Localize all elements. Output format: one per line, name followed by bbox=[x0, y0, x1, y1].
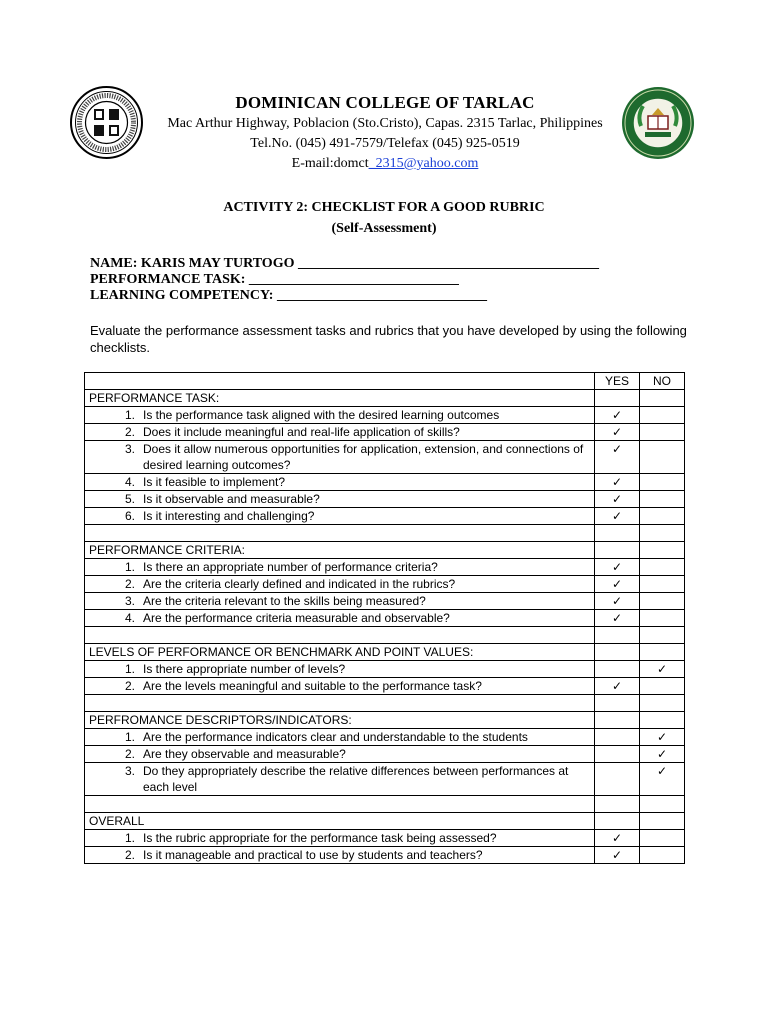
checklist-item-row bbox=[85, 424, 685, 441]
checklist-question-cell bbox=[85, 830, 595, 847]
no-cell bbox=[640, 576, 685, 593]
checkmark-icon: ✓ bbox=[656, 747, 668, 761]
item-question: Are the criteria clearly defined and indicated in the rubrics? bbox=[143, 577, 456, 591]
yes-cell bbox=[595, 627, 640, 644]
checklist-question-cell bbox=[85, 847, 595, 864]
college-email bbox=[140, 154, 630, 174]
blank-spacer-row bbox=[85, 796, 685, 813]
item-question: Is it interesting and challenging? bbox=[143, 509, 315, 523]
no-cell bbox=[640, 610, 685, 627]
item-question: Does it allow numerous opportunities for application, extension, and connections of desired learning outcomes? bbox=[143, 442, 584, 472]
item-number: 1. bbox=[124, 560, 135, 574]
no-cell bbox=[640, 695, 685, 712]
section-title: PERFORMANCE CRITERIA: bbox=[85, 542, 595, 559]
item-question: Are they observable and measurable? bbox=[143, 747, 346, 761]
no-cell bbox=[640, 559, 685, 576]
blank-spacer-row bbox=[85, 695, 685, 712]
section-header-row bbox=[85, 390, 685, 407]
checkmark-icon: ✓ bbox=[611, 509, 623, 523]
section-title: OVERALL bbox=[85, 813, 595, 830]
column-header-yes: YES bbox=[595, 373, 640, 390]
checklist-item bbox=[89, 474, 590, 490]
checklist-item-row bbox=[85, 559, 685, 576]
no-cell bbox=[640, 763, 685, 796]
checklist-item-row bbox=[85, 678, 685, 695]
checkmark-icon: ✓ bbox=[611, 492, 623, 506]
checklist-item-row bbox=[85, 847, 685, 864]
checklist-item-row bbox=[85, 746, 685, 763]
yes-cell bbox=[595, 390, 640, 407]
checklist-item bbox=[89, 424, 590, 440]
checklist-item-row bbox=[85, 576, 685, 593]
checklist-item bbox=[89, 508, 590, 524]
item-question: Do they appropriately describe the relative differences between performances at each level bbox=[143, 764, 569, 794]
checklist-question-cell bbox=[85, 593, 595, 610]
checklist-question-cell bbox=[85, 508, 595, 525]
item-number: 1. bbox=[124, 831, 135, 845]
item-number: 2. bbox=[124, 425, 135, 439]
section-title: PERFROMANCE DESCRIPTORS/INDICATORS: bbox=[85, 712, 595, 729]
yes-cell bbox=[595, 746, 640, 763]
checklist-item bbox=[89, 729, 590, 745]
item-number: 1. bbox=[124, 408, 135, 422]
section-title: PERFORMANCE TASK: bbox=[85, 390, 595, 407]
yes-cell bbox=[595, 661, 640, 678]
checkmark-icon: ✓ bbox=[611, 425, 623, 439]
yes-cell bbox=[595, 407, 640, 424]
college-seal-logo bbox=[70, 86, 143, 159]
yes-cell bbox=[595, 729, 640, 746]
checklist-question-cell bbox=[85, 729, 595, 746]
student-info-fields bbox=[90, 256, 599, 304]
item-question: Is the rubric appropriate for the performance task being assessed? bbox=[143, 831, 497, 845]
email-prefix: E-mail:domct bbox=[291, 156, 369, 171]
checklist-item-row bbox=[85, 441, 685, 474]
checkmark-icon: ✓ bbox=[611, 408, 623, 422]
checklist-item bbox=[89, 746, 590, 762]
checklist-question-cell bbox=[85, 661, 595, 678]
item-question: Are the criteria relevant to the skills being measured? bbox=[143, 594, 426, 608]
section-title: LEVELS OF PERFORMANCE OR BENCHMARK AND POINT VALUES: bbox=[85, 644, 595, 661]
yes-cell bbox=[595, 474, 640, 491]
yes-cell bbox=[595, 593, 640, 610]
no-cell bbox=[640, 407, 685, 424]
checkmark-icon: ✓ bbox=[611, 611, 623, 625]
no-cell bbox=[640, 542, 685, 559]
no-cell bbox=[640, 424, 685, 441]
checkmark-icon: ✓ bbox=[611, 594, 623, 608]
yes-cell bbox=[595, 813, 640, 830]
no-cell bbox=[640, 746, 685, 763]
checklist-question-cell bbox=[85, 424, 595, 441]
item-number: 1. bbox=[124, 730, 135, 744]
yes-cell bbox=[595, 508, 640, 525]
checklist-question-cell bbox=[85, 559, 595, 576]
item-question: Are the levels meaningful and suitable to the performance task? bbox=[143, 679, 482, 693]
item-number: 5. bbox=[124, 492, 135, 506]
email-link[interactable]: _2315@yahoo.com bbox=[368, 156, 479, 171]
checkmark-icon: ✓ bbox=[611, 577, 623, 591]
yes-cell bbox=[595, 830, 640, 847]
college-of-education-seal-logo bbox=[621, 86, 695, 160]
yes-cell bbox=[595, 695, 640, 712]
yes-cell bbox=[595, 491, 640, 508]
college-telephone: Tel.No. (045) 491-7579/Telefax (045) 925-0519 bbox=[250, 136, 520, 151]
no-cell bbox=[640, 441, 685, 474]
checklist-question-cell bbox=[85, 474, 595, 491]
no-cell bbox=[640, 813, 685, 830]
checklist-question-cell bbox=[85, 610, 595, 627]
checklist-question-cell bbox=[85, 746, 595, 763]
checkmark-icon: ✓ bbox=[656, 730, 668, 744]
no-cell bbox=[640, 796, 685, 813]
no-cell bbox=[640, 627, 685, 644]
checkmark-icon: ✓ bbox=[656, 662, 668, 676]
no-cell bbox=[640, 847, 685, 864]
no-cell bbox=[640, 525, 685, 542]
checklist-question-cell bbox=[85, 407, 595, 424]
checkmark-icon: ✓ bbox=[656, 764, 668, 778]
name-field: NAME: KARIS MAY TURTOGO ___________________________________________ bbox=[90, 256, 599, 271]
section-header-row bbox=[85, 813, 685, 830]
checklist-item bbox=[89, 576, 590, 592]
item-question: Is it observable and measurable? bbox=[143, 492, 320, 506]
item-question: Does it include meaningful and real-life application of skills? bbox=[143, 425, 460, 439]
checklist-question-cell bbox=[85, 441, 595, 474]
checklist-question-cell bbox=[85, 576, 595, 593]
item-number: 3. bbox=[124, 764, 135, 778]
checklist-item bbox=[89, 678, 590, 694]
checklist-item bbox=[89, 763, 590, 795]
item-number: 2. bbox=[124, 848, 135, 862]
checkmark-icon: ✓ bbox=[611, 560, 623, 574]
blank-cell bbox=[85, 796, 595, 813]
yes-cell bbox=[595, 763, 640, 796]
checkmark-icon: ✓ bbox=[611, 475, 623, 489]
table-header-row bbox=[85, 373, 685, 390]
item-number: 2. bbox=[124, 679, 135, 693]
header-blank-cell bbox=[85, 373, 595, 390]
item-question: Are the performance criteria measurable and observable? bbox=[143, 611, 450, 625]
no-cell bbox=[640, 661, 685, 678]
checkmark-icon: ✓ bbox=[611, 848, 623, 862]
activity-subtitle: (Self-Assessment) bbox=[331, 221, 437, 236]
checklist-item bbox=[89, 407, 590, 423]
checklist-item bbox=[89, 830, 590, 846]
college-name: DOMINICAN COLLEGE OF TARLAC bbox=[235, 93, 535, 112]
no-cell bbox=[640, 830, 685, 847]
activity-title: ACTIVITY 2: CHECKLIST FOR A GOOD RUBRIC bbox=[223, 200, 545, 215]
instructions-paragraph: Evaluate the performance assessment tasks and rubrics that you have developed by using the following checklists. bbox=[90, 323, 687, 355]
yes-cell bbox=[595, 542, 640, 559]
checklist-item bbox=[89, 441, 590, 473]
checklist-item-row bbox=[85, 729, 685, 746]
checklist-item-row bbox=[85, 763, 685, 796]
checkmark-icon: ✓ bbox=[611, 679, 623, 693]
yes-cell bbox=[595, 712, 640, 729]
checklist-item bbox=[89, 593, 590, 609]
checklist-item-row bbox=[85, 830, 685, 847]
yes-cell bbox=[595, 847, 640, 864]
checklist-item-row bbox=[85, 593, 685, 610]
item-question: Is it manageable and practical to use by students and teachers? bbox=[143, 848, 483, 862]
item-question: Is there appropriate number of levels? bbox=[143, 662, 346, 676]
letterhead bbox=[140, 92, 630, 174]
item-number: 2. bbox=[124, 747, 135, 761]
blank-spacer-row bbox=[85, 627, 685, 644]
learning-competency-field: LEARNING COMPETENCY: ______________________________ bbox=[90, 288, 487, 303]
checklist-item bbox=[89, 559, 590, 575]
item-number: 4. bbox=[124, 611, 135, 625]
no-cell bbox=[640, 491, 685, 508]
no-cell bbox=[640, 712, 685, 729]
college-address: Mac Arthur Highway, Poblacion (Sto.Cristo), Capas. 2315 Tarlac, Philippines bbox=[167, 116, 603, 131]
yes-cell bbox=[595, 424, 640, 441]
checklist-question-cell bbox=[85, 491, 595, 508]
section-header-row bbox=[85, 542, 685, 559]
no-cell bbox=[640, 474, 685, 491]
item-number: 2. bbox=[124, 577, 135, 591]
item-question: Are the performance indicators clear and understandable to the students bbox=[143, 730, 528, 744]
yes-cell bbox=[595, 559, 640, 576]
no-cell bbox=[640, 508, 685, 525]
no-cell bbox=[640, 593, 685, 610]
no-cell bbox=[640, 678, 685, 695]
no-cell bbox=[640, 644, 685, 661]
section-header-row bbox=[85, 712, 685, 729]
checklist-item-row bbox=[85, 474, 685, 491]
item-number: 4. bbox=[124, 475, 135, 489]
yes-cell bbox=[595, 644, 640, 661]
item-number: 6. bbox=[124, 509, 135, 523]
section-header-row bbox=[85, 644, 685, 661]
checklist-question-cell bbox=[85, 763, 595, 796]
checklist-item-row bbox=[85, 407, 685, 424]
yes-cell bbox=[595, 796, 640, 813]
checklist-question-cell bbox=[85, 678, 595, 695]
checklist-item-row bbox=[85, 610, 685, 627]
blank-cell bbox=[85, 627, 595, 644]
checklist-item bbox=[89, 491, 590, 507]
checklist-item-row bbox=[85, 508, 685, 525]
performance-task-field: PERFORMANCE TASK: ______________________________ bbox=[90, 272, 459, 287]
yes-cell bbox=[595, 525, 640, 542]
yes-cell bbox=[595, 610, 640, 627]
checklist-item-row bbox=[85, 661, 685, 678]
no-cell bbox=[640, 390, 685, 407]
checklist-table bbox=[84, 372, 685, 864]
checklist-item-row bbox=[85, 491, 685, 508]
no-cell bbox=[640, 729, 685, 746]
item-number: 1. bbox=[124, 662, 135, 676]
checkmark-icon: ✓ bbox=[611, 831, 623, 845]
checkmark-icon: ✓ bbox=[611, 442, 623, 456]
checklist-item bbox=[89, 661, 590, 677]
checklist-item bbox=[89, 610, 590, 626]
item-question: Is it feasible to implement? bbox=[143, 475, 286, 489]
column-header-no: NO bbox=[640, 373, 685, 390]
yes-cell bbox=[595, 576, 640, 593]
item-number: 3. bbox=[124, 594, 135, 608]
yes-cell bbox=[595, 441, 640, 474]
blank-cell bbox=[85, 525, 595, 542]
item-question: Is the performance task aligned with the desired learning outcomes bbox=[143, 408, 500, 422]
checklist-item bbox=[89, 847, 590, 863]
blank-cell bbox=[85, 695, 595, 712]
yes-cell bbox=[595, 678, 640, 695]
item-number: 3. bbox=[124, 442, 135, 456]
blank-spacer-row bbox=[85, 525, 685, 542]
item-question: Is there an appropriate number of performance criteria? bbox=[143, 560, 438, 574]
